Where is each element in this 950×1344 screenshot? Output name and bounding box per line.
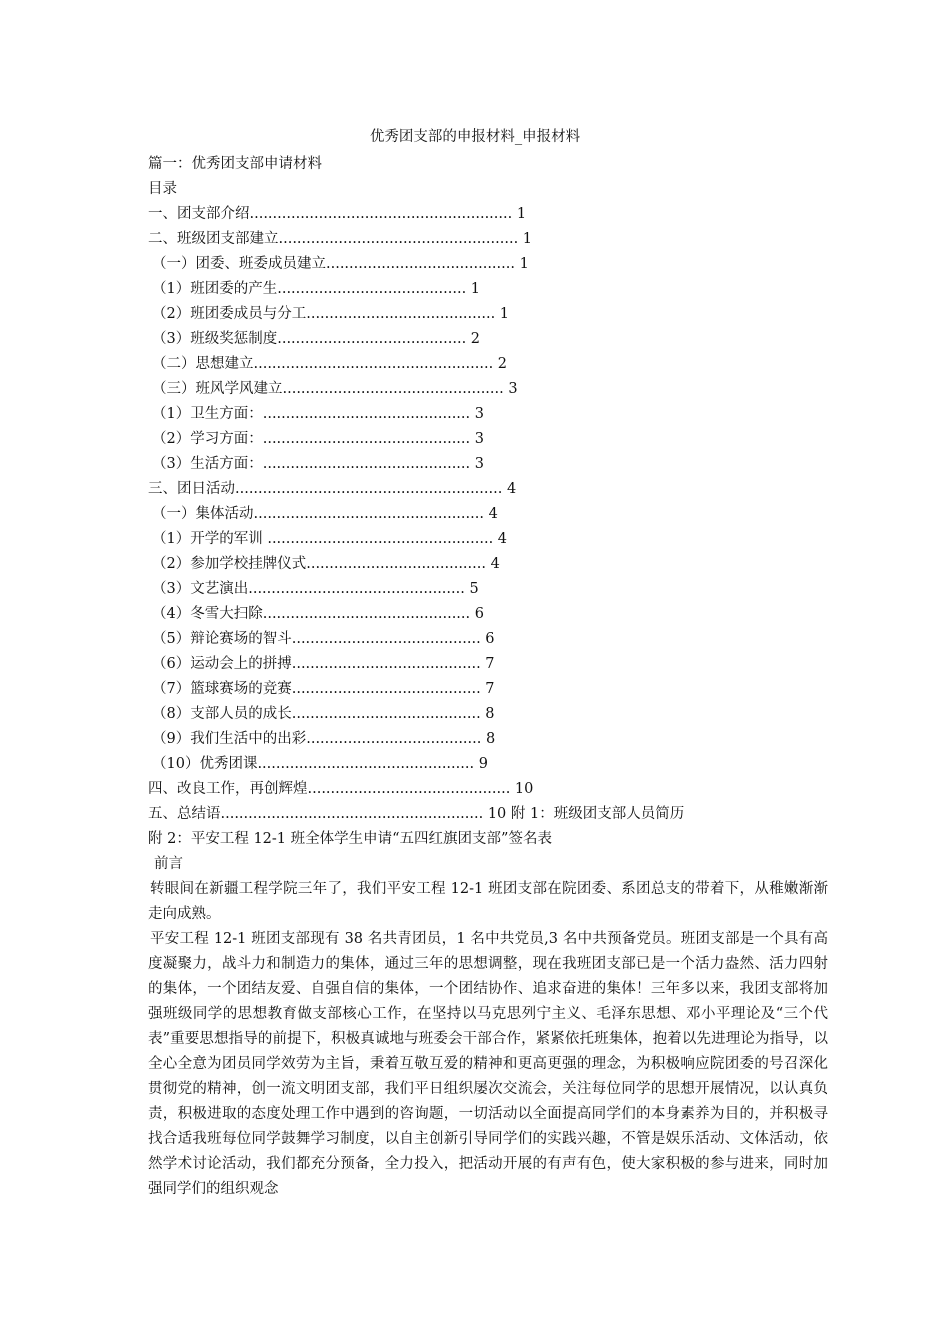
toc-entry: （5）辩论赛场的智斗......................................... 6 [152,631,495,647]
toc-entry: （3）生活方面：............................................. 3 [152,456,484,472]
toc-entry: 三、团日活动.......................................................... 4 [148,481,517,497]
document-body [148,152,828,1202]
toc-entry: （2）参加学校挂牌仪式....................................... 4 [152,556,500,572]
toc-entry: （1）开学的军训 ................................................. 4 [152,531,508,547]
document-title: 优秀团支部的申报材料_申报材料 [369,129,581,145]
toc-entry: 五、总结语......................................................... 10 附 1：班级团支部人员简历 [148,806,685,822]
table-of-contents [148,202,828,827]
toc-entry: （7）篮球赛场的竞赛......................................... 7 [152,681,495,697]
toc-entry: （2）班团委成员与分工......................................... 1 [152,306,510,322]
toc-entry: （3）文艺演出............................................... 5 [152,581,479,597]
toc-entry: （3）班级奖惩制度......................................... 2 [152,331,481,347]
toc-entry: 二、班级团支部建立.................................................... 1 [148,231,533,247]
toc-entry: （8）支部人员的成长......................................... 8 [152,706,495,722]
toc-heading: 目录 [148,181,177,197]
toc-entry: （二）思想建立.................................................... 2 [152,356,508,372]
paragraph-1: 转眼间在新疆工程学院三年了，我们平安工程 12-1 班团支部在院团委、系团总支的带着下，从稚嫩渐渐走向成熟。 [148,881,828,922]
paragraph-2: 平安工程 12-1 班团支部现有 38 名共青团员，1 名中共党员,3 名中共预备党员。班团支部是一个具有高度凝聚力，战斗力和制造力的集体，通过三年的思想调整，现在我班团支部已是一个活力盎然、活力四射的集体，一个团结友爱、自强自信的集体，一个团结协作、追求奋进的集体！三年多以来，我团支部将加强班级同学的思想教育做支部核心工作，在坚持以马克思列宁主义、毛泽东思想、邓小平理论及“三个代表”重要思想指导的前提下，积极真诚地与班委会干部合作，紧紧依托班集体，抱着以先进理论为指导，以全心全意为团员同学效劳为主旨，秉着互敬互爱的精神和更高更强的理念，为积极响应院团委的号召深化贯彻党的精神，创一流文明团支部，我们平日组织屡次交流会，关注每位同学的思想开展情况，以认真负责，积极进取的态度处理工作中遇到的咨询题，一切活动以全面提高同学们的本身素养为目的，并积极寻找合适我班每位同学鼓舞学习制度，以自主创新引导同学们的实践兴趣，不管是娱乐活动、文体活动，依然学术讨论活动，我们都充分预备，全力投入，把活动开展的有声有色，使大家积极的参与进来，同时加强同学们的组织观念 [148,931,828,1197]
toc-entry: （三）班风学风建立................................................ 3 [152,381,518,397]
appendix-2-line: 附 2：平安工程 12-1 班全体学生申请“五四红旗团支部”签名表 [148,831,552,847]
preface-heading: 前言 [154,856,183,872]
toc-entry: （2）学习方面：............................................. 3 [152,431,484,447]
toc-entry: （9）我们生活中的出彩...................................... 8 [152,731,496,747]
toc-entry: （1）班团委的产生......................................... 1 [152,281,481,297]
toc-entry: 四、改良工作，再创辉煌............................................ 10 [148,781,534,797]
toc-entry: （1）卫生方面：............................................. 3 [152,406,484,422]
toc-entry: （4）冬雪大扫除............................................. 6 [152,606,484,622]
part-heading: 篇一：优秀团支部申请材料 [148,156,322,172]
toc-entry: （6）运动会上的拼搏......................................... 7 [152,656,495,672]
toc-entry: （10）优秀团课............................................... 9 [152,756,488,772]
toc-entry: 一、团支部介绍......................................................... 1 [148,206,527,222]
toc-entry: （一）集体活动.................................................. 4 [152,506,498,522]
toc-entry: （一）团委、班委成员建立......................................... 1 [152,256,529,272]
